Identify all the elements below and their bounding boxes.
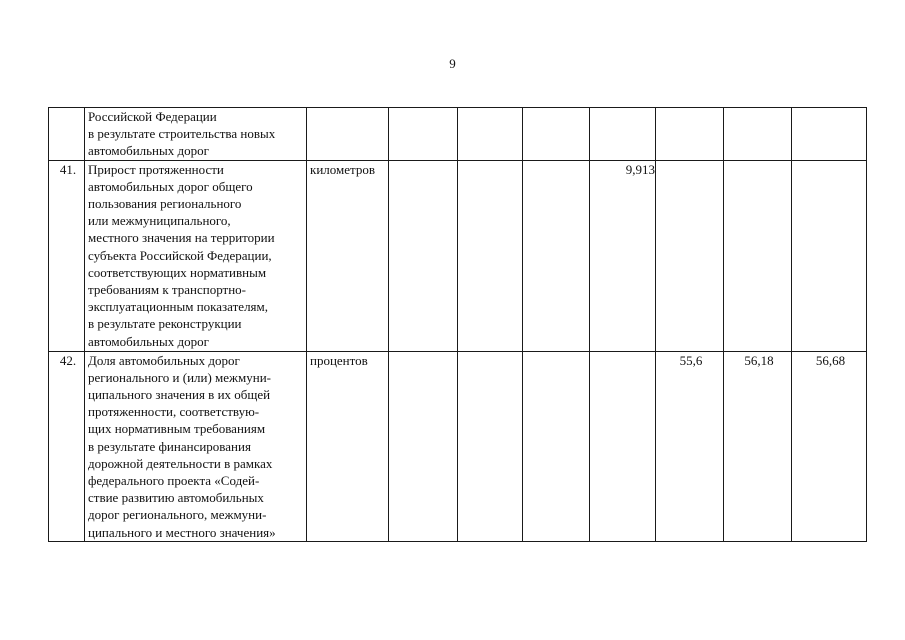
value-cell [523, 108, 590, 161]
indicator-name-line: требованиям к транспортно- [88, 282, 246, 298]
value-cell [523, 351, 590, 541]
indicator-name-line: дорог регионального, межмуни- [88, 507, 267, 523]
value-cell [792, 160, 867, 351]
indicator-name-line: протяженности, соответствую- [88, 404, 260, 420]
indicator-name-line: эксплуатационным показателям, [88, 299, 269, 315]
indicator-name-line: автомобильных дорог общего [88, 178, 253, 194]
table-row [49, 108, 867, 161]
value-cell [724, 108, 792, 161]
value-cell: 56,18 [724, 351, 792, 541]
value-cell [389, 160, 458, 351]
row-number: 41. [49, 160, 85, 351]
indicator-name [85, 351, 307, 541]
value-cell [458, 351, 523, 541]
row-number [49, 108, 85, 161]
indicator-name-line: местного значения на территории [88, 230, 275, 246]
indicator-name [85, 160, 307, 351]
indicator-name-line: дорожной деятельности в рамках [88, 455, 273, 471]
indicator-name-line: ципального значения в их общей [88, 387, 271, 403]
value-cell [389, 351, 458, 541]
indicator-name-line: автомобильных дорог [88, 143, 209, 159]
indicator-name-line: щих нормативным требованиям [88, 421, 266, 437]
value-cell [656, 160, 724, 351]
indicator-name-line: или межмуниципального, [88, 213, 231, 229]
value-cell [458, 108, 523, 161]
indicator-name-line: в результате финансирования [88, 438, 251, 454]
value-cell [792, 108, 867, 161]
value-cell: 56,68 [792, 351, 867, 541]
value-cell [389, 108, 458, 161]
indicator-name-line: ципального и местного значения» [88, 524, 276, 540]
indicators-table [48, 107, 867, 542]
value-cell [590, 108, 656, 161]
indicator-name-line: в результате реконструкции [88, 316, 242, 332]
value-cell [656, 108, 724, 161]
indicator-name-line: Доля автомобильных дорог [88, 352, 240, 368]
table-row [49, 160, 867, 351]
indicator-name-line: субъекта Российской Федерации, [88, 247, 272, 263]
value-cell [458, 160, 523, 351]
indicator-name-line: федерального проекта «Содей- [88, 473, 260, 489]
indicator-name-line: пользования регионального [88, 196, 242, 212]
unit-cell: процентов [307, 351, 389, 541]
value-cell: 55,6 [656, 351, 724, 541]
table-row [49, 351, 867, 541]
value-cell: 9,913 [590, 160, 656, 351]
indicator-name [85, 108, 307, 161]
indicator-name-line: Прирост протяженности [88, 161, 224, 177]
indicator-name-line: автомобильных дорог [88, 333, 209, 349]
unit-cell [307, 108, 389, 161]
indicator-name-line: Российской Федерации [88, 109, 217, 124]
indicator-name-line: регионального и (или) межмуни- [88, 369, 271, 385]
value-cell [724, 160, 792, 351]
page-number: 9 [449, 56, 456, 71]
row-number: 42. [49, 351, 85, 541]
indicator-name-line: ствие развитию автомобильных [88, 490, 264, 506]
value-cell [523, 160, 590, 351]
unit-cell: километров [307, 160, 389, 351]
indicator-name-line: в результате строительства новых [88, 126, 276, 142]
indicator-name-line: соответствующих нормативным [88, 264, 267, 280]
value-cell [590, 351, 656, 541]
